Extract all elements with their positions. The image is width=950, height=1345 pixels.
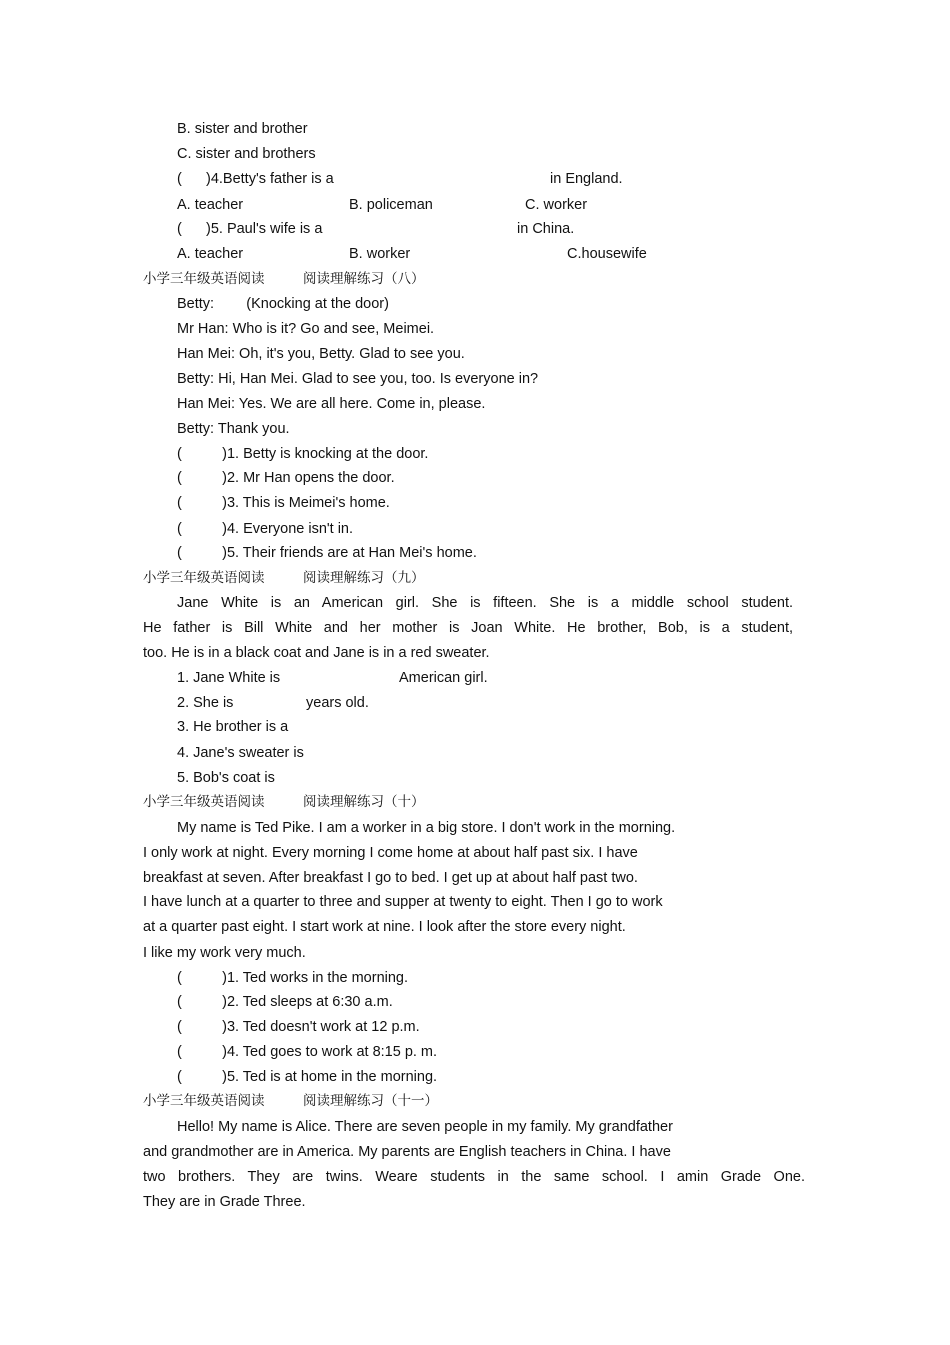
question-4-end: in England.	[550, 171, 623, 187]
passage-line: breakfast at seven. After breakfast I go to bed. I get up at about half past two.	[143, 870, 638, 886]
true-false-question: ( )2. Mr Han opens the door.	[177, 470, 395, 486]
dialogue-line: Betty: Hi, Han Mei. Glad to see you, too. Is everyone in?	[177, 371, 539, 387]
passage-line: two brothers. They are twins. Weare students in the same school. I amin Grade One.	[143, 1169, 805, 1185]
question-4: ( )4.Betty's father is a	[177, 171, 334, 187]
true-false-question: ( )3. This is Meimei's home.	[177, 495, 390, 511]
section-heading-title: 阅读理解练习（十一）	[303, 1093, 438, 1109]
fill-question-1: 1. Jane White is	[177, 670, 281, 686]
section-heading-grade: 小学三年级英语阅读	[143, 271, 265, 287]
passage-line: I have lunch at a quarter to three and supper at twenty to eight. Then I go to work	[143, 894, 663, 910]
section-heading-grade: 小学三年级英语阅读	[143, 794, 265, 810]
passage-line: My name is Ted Pike. I am a worker in a big store. I don't work in the morning.	[177, 820, 676, 836]
section-heading-title: 阅读理解练习（九）	[303, 570, 425, 586]
option-a: A. teacher	[177, 246, 244, 262]
dialogue-line: Mr Han: Who is it? Go and see, Meimei.	[177, 321, 435, 337]
true-false-question: ( )1. Ted works in the morning.	[177, 970, 409, 986]
fill-question-5: 5. Bob's coat is	[177, 770, 275, 786]
fill-question-2-end: years old.	[306, 695, 369, 711]
passage-line: too. He is in a black coat and Jane is in a red sweater.	[143, 645, 490, 661]
section-heading-title: 阅读理解练习（八）	[303, 271, 425, 287]
option-c: C.housewife	[567, 246, 647, 262]
fill-question-4: 4. Jane's sweater is	[177, 745, 304, 761]
dialogue-line: Betty: Thank you.	[177, 421, 290, 437]
option-c: C. sister and brothers	[177, 146, 316, 162]
true-false-question: ( )5. Ted is at home in the morning.	[177, 1069, 438, 1085]
dialogue-line: Betty: (Knocking at the door)	[177, 296, 389, 312]
dialogue-line: Han Mei: Oh, it's you, Betty. Glad to see you.	[177, 346, 465, 362]
question-5: ( )5. Paul's wife is a	[177, 221, 323, 237]
true-false-question: ( )4. Ted goes to work at 8:15 p. m.	[177, 1044, 438, 1060]
passage-line: Jane White is an American girl. She is fifteen. She is a middle school student.	[177, 595, 793, 611]
true-false-question: ( )4. Everyone isn't in.	[177, 521, 354, 537]
passage-line: I only work at night. Every morning I come home at about half past six. I have	[143, 845, 638, 861]
fill-question-1-end: American girl.	[399, 670, 488, 686]
section-heading-grade: 小学三年级英语阅读	[143, 570, 265, 586]
section-heading-grade: 小学三年级英语阅读	[143, 1093, 265, 1109]
option-b: B. policeman	[349, 197, 433, 213]
passage-line: and grandmother are in America. My parents are English teachers in China. I have	[143, 1144, 671, 1160]
true-false-question: ( )3. Ted doesn't work at 12 p.m.	[177, 1019, 420, 1035]
true-false-question: ( )5. Their friends are at Han Mei's home.	[177, 545, 477, 561]
fill-question-3: 3. He brother is a	[177, 719, 289, 735]
option-b: B. worker	[349, 246, 411, 262]
fill-question-2: 2. She is	[177, 695, 234, 711]
true-false-question: ( )2. Ted sleeps at 6:30 a.m.	[177, 994, 393, 1010]
true-false-question: ( )1. Betty is knocking at the door.	[177, 446, 429, 462]
option-c: C. worker	[525, 197, 588, 213]
passage-line: I like my work very much.	[143, 945, 306, 961]
dialogue-line: Han Mei: Yes. We are all here. Come in, please.	[177, 396, 486, 412]
passage-line: Hello! My name is Alice. There are seven people in my family. My grandfather	[177, 1119, 673, 1135]
option-b: B. sister and brother	[177, 121, 308, 137]
question-5-end: in China.	[517, 221, 575, 237]
option-a: A. teacher	[177, 197, 244, 213]
passage-line: They are in Grade Three.	[143, 1194, 306, 1210]
passage-line: He father is Bill White and her mother is Joan White. He brother, Bob, is a student,	[143, 620, 793, 636]
passage-line: at a quarter past eight. I start work at nine. I look after the store every night.	[143, 919, 626, 935]
section-heading-title: 阅读理解练习（十）	[303, 794, 425, 810]
